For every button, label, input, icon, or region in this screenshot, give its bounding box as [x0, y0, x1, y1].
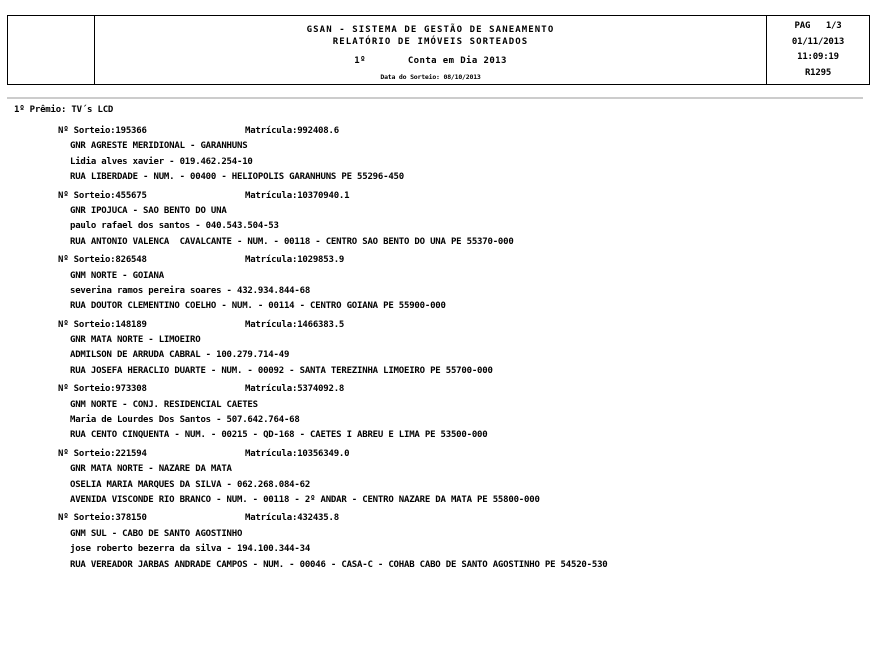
address-line: RUA CENTO CINQUENTA - NUM. - 00215 - QD-168 - CAETES I ABREU E LIMA PE 53500-000 [70, 430, 488, 441]
sorteio-label: Nº Sorteio: [58, 384, 116, 395]
sorteio-value: 826548 [115, 255, 147, 266]
sorteio-label: Nº Sorteio: [58, 448, 116, 459]
sorteio-value: 195366 [115, 126, 147, 136]
report-header-table [7, 15, 870, 85]
sorteio-label: Nº Sorteio: [58, 319, 116, 330]
matricula-value: 5374092.8 [297, 384, 345, 395]
print-time: 11:09:19 [797, 52, 839, 63]
region-line: GNM NORTE - CONJ. RESIDENCIAL CAETES [70, 399, 258, 410]
holder-line: Lidia alves xavier - 019.462.254-10 [70, 156, 253, 167]
sorteio-value: 378150 [115, 513, 147, 524]
address-line: RUA VEREADOR JARBAS ANDRADE CAMPOS - NUM. - 00046 - CASA-C - COHAB CABO DE SANTO AGOSTINHO PE 54520-530 [70, 559, 608, 570]
matricula-value: 1466383.5 [297, 319, 345, 330]
system-title: GSAN - SISTEMA DE GESTÃO DE SANEAMENTO [306, 25, 555, 35]
logo-cell [8, 16, 95, 84]
sorteio-label: Nº Sorteio: [58, 190, 116, 201]
matricula-label: Matrícula: [245, 319, 298, 330]
region-line: GNR AGRESTE MERIDIONAL - GARANHUNS [70, 141, 248, 152]
region-line: GNR IPOJUCA - SAO BENTO DO UNA [70, 205, 227, 216]
entry-row [0, 253, 889, 315]
matricula-label: Matrícula: [245, 384, 298, 395]
report-code: R1295 [804, 67, 832, 78]
entry-row [0, 447, 889, 509]
draw-name: Conta em Dia 2013 [407, 56, 507, 66]
entry-row [0, 511, 889, 573]
address-line: AVENIDA VISCONDE RIO BRANCO - NUM. - 00118 - 2º ANDAR - CENTRO NAZARE DA MATA PE 55800-000 [70, 494, 540, 505]
sorteio-value: 973308 [115, 384, 147, 395]
matricula-label: Matrícula: [245, 448, 298, 459]
holder-line: Maria de Lourdes Dos Santos - 507.642.764-68 [70, 415, 300, 426]
holder-line: severina ramos pereira soares - 432.934.844-68 [70, 285, 311, 296]
matricula-value: 432435.8 [297, 513, 339, 524]
region-line: GNR MATA NORTE - LIMOEIRO [70, 335, 201, 346]
entry-row [0, 189, 889, 251]
holder-line: ADMILSON DE ARRUDA CABRAL - 100.279.714-49 [70, 350, 290, 361]
matricula-value: 10370940.1 [297, 190, 350, 201]
entry-row [0, 382, 889, 444]
entry-row [0, 318, 889, 380]
sorteio-label: Nº Sorteio: [58, 126, 116, 136]
holder-line: paulo rafael dos santos - 040.543.504-53 [70, 221, 279, 232]
matricula-label: Matrícula: [245, 190, 298, 201]
matricula-label: Matrícula: [245, 513, 298, 524]
print-date: 01/11/2013 [791, 36, 845, 47]
title-cell [95, 16, 767, 84]
address-line: RUA DOUTOR CLEMENTINO COELHO - NUM. - 00114 - CENTRO GOIANA PE 55900-000 [70, 301, 446, 312]
address-line: RUA JOSEFA HERACLIO DUARTE - NUM. - 00092 - SANTA TEREZINHA LIMOEIRO PE 55700-000 [70, 365, 493, 376]
matricula-value: 10356349.0 [297, 448, 350, 459]
report-title: RELATÓRIO DE IMÓVEIS SORTEADOS [332, 37, 529, 47]
entries-list [0, 124, 889, 576]
address-line: RUA ANTONIO VALENCA CAVALCANTE - NUM. - 00118 - CENTRO SAO BENTO DO UNA PE 55370-000 [70, 236, 514, 247]
page-info-cell [767, 16, 869, 84]
holder-line: OSELIA MARIA MARQUES DA SILVA - 062.268.084-62 [70, 479, 311, 490]
sorteio-value: 148189 [115, 319, 147, 330]
region-line: GNM SUL - CABO DE SANTO AGOSTINHO [70, 528, 243, 539]
sorteio-value: 455675 [115, 190, 147, 201]
address-line: RUA LIBERDADE - NUM. - 00400 - HELIOPOLIS GARANHUNS PE 55296-450 [70, 172, 404, 183]
holder-line: jose roberto bezerra da silva - 194.100.344-34 [70, 544, 311, 555]
draw-line [354, 56, 507, 66]
matricula-value: 1029853.9 [297, 255, 345, 266]
header-separator-line [7, 97, 863, 99]
sorteio-value: 221594 [115, 448, 147, 459]
draw-number: 1º [354, 56, 366, 66]
region-line: GNM NORTE - GOIANA [70, 270, 164, 281]
page-number: PAG 1/3 [794, 21, 842, 32]
entry-row [0, 124, 889, 186]
prize-title: 1º Prêmio: TV´s LCD [14, 105, 114, 115]
matricula-value: 992408.6 [297, 126, 339, 136]
draw-date: Data do Sorteio: 08/10/2013 [380, 73, 481, 81]
sorteio-label: Nº Sorteio: [58, 255, 116, 266]
matricula-label: Matrícula: [245, 255, 298, 266]
matricula-label: Matrícula: [245, 126, 298, 136]
sorteio-label: Nº Sorteio: [58, 513, 116, 524]
region-line: GNR MATA NORTE - NAZARE DA MATA [70, 464, 232, 475]
